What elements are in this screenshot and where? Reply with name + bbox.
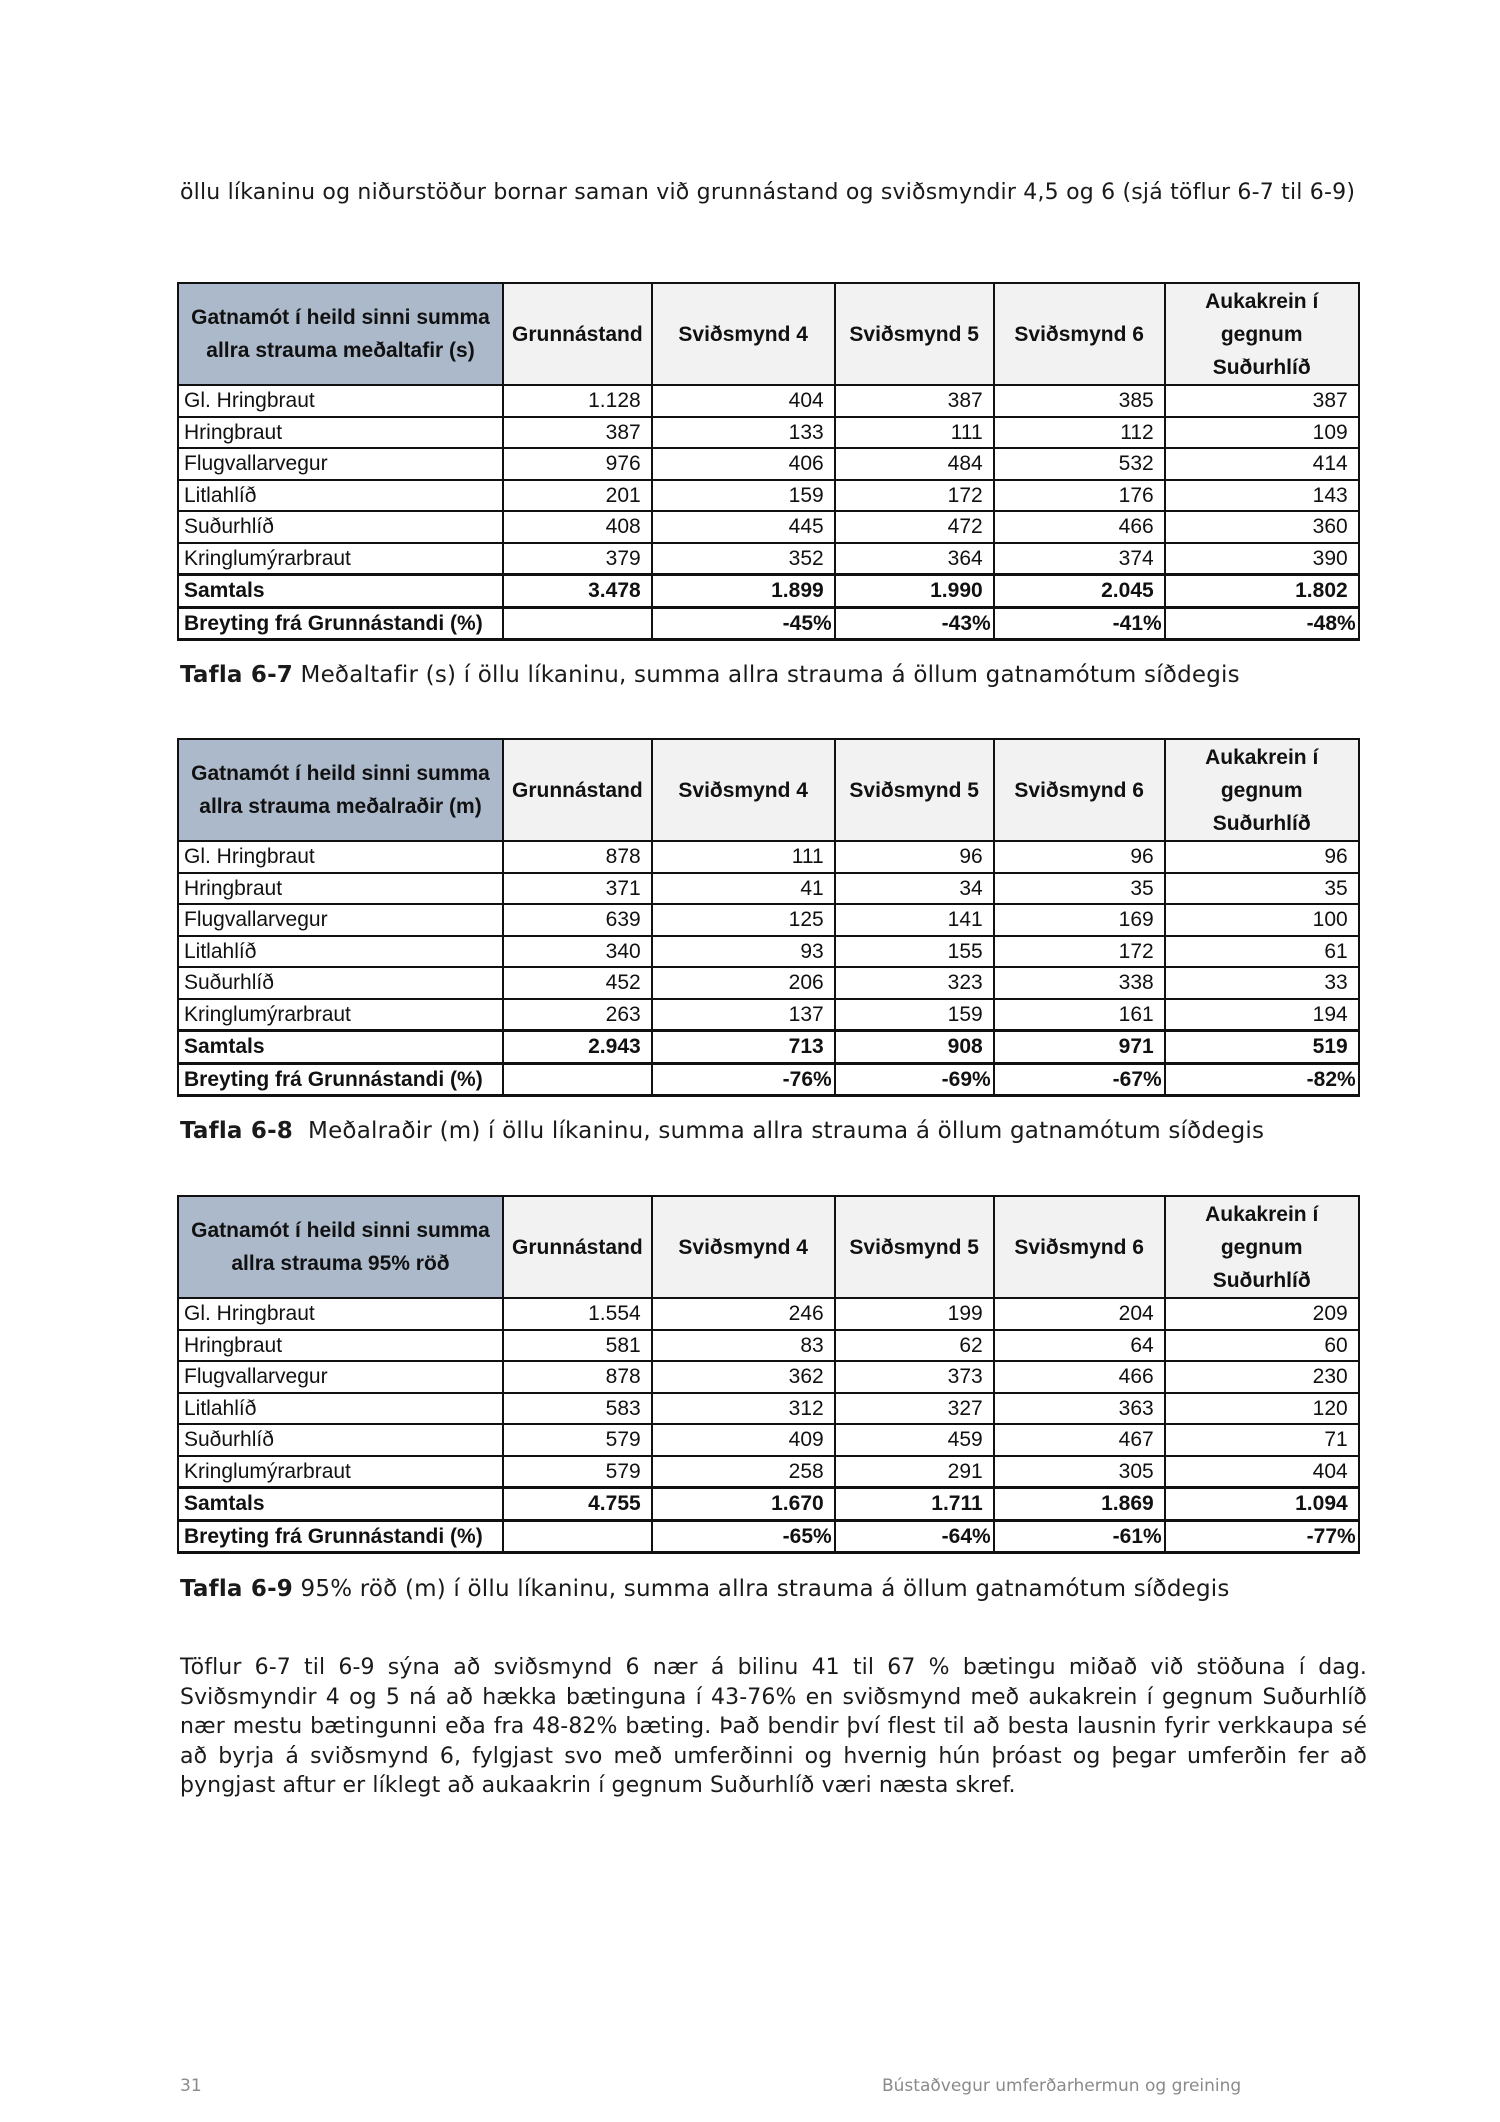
table-header-row xyxy=(178,739,1359,841)
cell: 1.869 xyxy=(994,1488,1165,1521)
cell xyxy=(503,1063,652,1096)
table-row xyxy=(178,1361,1359,1393)
intro-text: öllu líkaninu og niðurstöður bornar saman við grunnástand og sviðsmyndir 4,5 og 6 (sjá töflur 6-7 til 6-9) xyxy=(180,180,1356,205)
cell: 387 xyxy=(503,417,652,449)
cell: 61 xyxy=(1165,936,1359,968)
cell: 109 xyxy=(1165,417,1359,449)
cell: 371 xyxy=(503,873,652,905)
table-row xyxy=(178,1393,1359,1425)
cell: 133 xyxy=(652,417,835,449)
cell: 100 xyxy=(1165,904,1359,936)
cell: 581 xyxy=(503,1330,652,1362)
cell: 878 xyxy=(503,841,652,873)
change-row xyxy=(178,1520,1359,1553)
cell: 143 xyxy=(1165,480,1359,512)
column-header: Aukakrein í gegnum Suðurhlíð xyxy=(1165,1196,1359,1298)
cell: 352 xyxy=(652,543,835,575)
cell: -48% xyxy=(1165,607,1359,640)
table-row xyxy=(178,873,1359,905)
cell: 246 xyxy=(652,1298,835,1330)
cell: 387 xyxy=(1165,385,1359,417)
table-row xyxy=(178,385,1359,417)
corner-header: Gatnamót í heild sinni summa allra strauma meðaltafir (s) xyxy=(178,283,503,385)
column-header: Sviðsmynd 5 xyxy=(835,739,994,841)
cell: 111 xyxy=(835,417,994,449)
row-label: Kringlumýrarbraut xyxy=(178,1456,503,1488)
table-row xyxy=(178,841,1359,873)
cell: 161 xyxy=(994,999,1165,1031)
column-header: Sviðsmynd 4 xyxy=(652,1196,835,1298)
cell: 112 xyxy=(994,417,1165,449)
total-row xyxy=(178,1488,1359,1521)
cell: 360 xyxy=(1165,511,1359,543)
table-row xyxy=(178,448,1359,480)
cell: 93 xyxy=(652,936,835,968)
cell: 445 xyxy=(652,511,835,543)
cell: 404 xyxy=(1165,1456,1359,1488)
cell: 379 xyxy=(503,543,652,575)
table-6-7 xyxy=(177,282,1360,641)
caption-label: Tafla 6-9 xyxy=(180,1576,294,1602)
row-label: Suðurhlíð xyxy=(178,967,503,999)
cell xyxy=(503,1520,652,1553)
table-row xyxy=(178,967,1359,999)
cell: 363 xyxy=(994,1393,1165,1425)
cell: 374 xyxy=(994,543,1165,575)
table-row xyxy=(178,999,1359,1031)
cell: 172 xyxy=(994,936,1165,968)
row-label: Gl. Hringbraut xyxy=(178,841,503,873)
row-label: Suðurhlíð xyxy=(178,1424,503,1456)
column-header: Sviðsmynd 6 xyxy=(994,739,1165,841)
cell: 387 xyxy=(835,385,994,417)
cell: 64 xyxy=(994,1330,1165,1362)
cell: -82% xyxy=(1165,1063,1359,1096)
row-label: Suðurhlíð xyxy=(178,511,503,543)
cell: -65% xyxy=(652,1520,835,1553)
corner-header: Gatnamót í heild sinni summa allra strauma 95% röð xyxy=(178,1196,503,1298)
table-row xyxy=(178,511,1359,543)
cell: -76% xyxy=(652,1063,835,1096)
cell: 1.990 xyxy=(835,575,994,608)
cell: 96 xyxy=(994,841,1165,873)
cell: 390 xyxy=(1165,543,1359,575)
cell: 206 xyxy=(652,967,835,999)
cell: 263 xyxy=(503,999,652,1031)
table-6-8 xyxy=(177,738,1360,1097)
cell: 1.670 xyxy=(652,1488,835,1521)
cell: 3.478 xyxy=(503,575,652,608)
cell: 373 xyxy=(835,1361,994,1393)
cell: 404 xyxy=(652,385,835,417)
cell: 878 xyxy=(503,1361,652,1393)
column-header: Grunnástand xyxy=(503,283,652,385)
cell: 406 xyxy=(652,448,835,480)
cell: 583 xyxy=(503,1393,652,1425)
table-row xyxy=(178,417,1359,449)
cell: 1.554 xyxy=(503,1298,652,1330)
cell: -69% xyxy=(835,1063,994,1096)
cell: 1.128 xyxy=(503,385,652,417)
cell: 459 xyxy=(835,1424,994,1456)
table-caption xyxy=(180,660,1240,690)
caption-text: Meðalraðir (m) í öllu líkaninu, summa allra strauma á öllum gatnamótum síðdegis xyxy=(293,1118,1265,1144)
cell: 291 xyxy=(835,1456,994,1488)
cell: 408 xyxy=(503,511,652,543)
cell: 71 xyxy=(1165,1424,1359,1456)
table-header-row xyxy=(178,283,1359,385)
cell: 908 xyxy=(835,1031,994,1064)
cell: -43% xyxy=(835,607,994,640)
table-caption xyxy=(180,1574,1230,1604)
cell: 466 xyxy=(994,511,1165,543)
row-label: Breyting frá Grunnástandi (%) xyxy=(178,607,503,640)
row-label: Samtals xyxy=(178,1031,503,1064)
table-row xyxy=(178,1298,1359,1330)
cell: 201 xyxy=(503,480,652,512)
cell: 209 xyxy=(1165,1298,1359,1330)
cell: 35 xyxy=(1165,873,1359,905)
cell: -41% xyxy=(994,607,1165,640)
cell: 713 xyxy=(652,1031,835,1064)
cell: 971 xyxy=(994,1031,1165,1064)
row-label: Hringbraut xyxy=(178,1330,503,1362)
cell: 141 xyxy=(835,904,994,936)
cell: 305 xyxy=(994,1456,1165,1488)
table-caption xyxy=(180,1116,1264,1146)
row-label: Litlahlíð xyxy=(178,936,503,968)
cell: 639 xyxy=(503,904,652,936)
cell: 176 xyxy=(994,480,1165,512)
cell: 484 xyxy=(835,448,994,480)
cell: 230 xyxy=(1165,1361,1359,1393)
cell: 4.755 xyxy=(503,1488,652,1521)
cell: 258 xyxy=(652,1456,835,1488)
cell: 466 xyxy=(994,1361,1165,1393)
table-row xyxy=(178,904,1359,936)
column-header: Grunnástand xyxy=(503,739,652,841)
cell xyxy=(503,607,652,640)
row-label: Gl. Hringbraut xyxy=(178,1298,503,1330)
cell: 362 xyxy=(652,1361,835,1393)
cell: 1.711 xyxy=(835,1488,994,1521)
table-row xyxy=(178,936,1359,968)
cell: 159 xyxy=(835,999,994,1031)
cell: -77% xyxy=(1165,1520,1359,1553)
cell: -64% xyxy=(835,1520,994,1553)
cell: 976 xyxy=(503,448,652,480)
row-label: Flugvallarvegur xyxy=(178,1361,503,1393)
cell: 60 xyxy=(1165,1330,1359,1362)
cell: 96 xyxy=(835,841,994,873)
total-row xyxy=(178,1031,1359,1064)
cell: 194 xyxy=(1165,999,1359,1031)
cell: 452 xyxy=(503,967,652,999)
cell: 1.899 xyxy=(652,575,835,608)
cell: 338 xyxy=(994,967,1165,999)
body-paragraph: Töflur 6-7 til 6-9 sýna að sviðsmynd 6 nær á bilinu 41 til 67 % bætingu miðað við stöðuna í dag. Sviðsmyndir 4 og 5 ná að hækka bætinguna í 43-76% en sviðsmynd með aukakrein í gegnum Suðurhlíð nær mestu bætingunni eða fra 48-82% bæting. Það bendir því flest til að besta lausnin fyrir verkkaupa sé að byrja á sviðsmynd 6, fylgjast svo með umferðinni og hvernig hún þróast og þegar umferðin fer að þyngjast aftur er líklegt að aukaakrin í gegnum Suðurhlíð væri næsta skref. xyxy=(180,1655,1367,1798)
cell: 199 xyxy=(835,1298,994,1330)
cell: 312 xyxy=(652,1393,835,1425)
column-header: Grunnástand xyxy=(503,1196,652,1298)
cell: 41 xyxy=(652,873,835,905)
row-label: Flugvallarvegur xyxy=(178,904,503,936)
cell: 34 xyxy=(835,873,994,905)
cell: 169 xyxy=(994,904,1165,936)
cell: 1.094 xyxy=(1165,1488,1359,1521)
cell: 35 xyxy=(994,873,1165,905)
row-label: Hringbraut xyxy=(178,417,503,449)
row-label: Flugvallarvegur xyxy=(178,448,503,480)
corner-header: Gatnamót í heild sinni summa allra strauma meðalraðir (m) xyxy=(178,739,503,841)
table-row xyxy=(178,480,1359,512)
caption-label: Tafla 6-8 xyxy=(180,1118,294,1144)
caption-text: Meðaltafir (s) í öllu líkaninu, summa allra strauma á öllum gatnamótum síðdegis xyxy=(293,662,1240,688)
change-row xyxy=(178,607,1359,640)
cell: -61% xyxy=(994,1520,1165,1553)
row-label: Kringlumýrarbraut xyxy=(178,543,503,575)
cell: 111 xyxy=(652,841,835,873)
caption-label: Tafla 6-7 xyxy=(180,662,294,688)
cell: 467 xyxy=(994,1424,1165,1456)
cell: 414 xyxy=(1165,448,1359,480)
table-row xyxy=(178,1456,1359,1488)
row-label: Litlahlíð xyxy=(178,1393,503,1425)
cell: 137 xyxy=(652,999,835,1031)
change-row xyxy=(178,1063,1359,1096)
cell: 323 xyxy=(835,967,994,999)
cell: 33 xyxy=(1165,967,1359,999)
column-header: Sviðsmynd 4 xyxy=(652,739,835,841)
cell: 62 xyxy=(835,1330,994,1362)
caption-text: 95% röð (m) í öllu líkaninu, summa allra strauma á öllum gatnamótum síðdegis xyxy=(293,1576,1230,1602)
cell: 96 xyxy=(1165,841,1359,873)
cell: -67% xyxy=(994,1063,1165,1096)
cell: 155 xyxy=(835,936,994,968)
cell: 472 xyxy=(835,511,994,543)
cell: 125 xyxy=(652,904,835,936)
column-header: Aukakrein í gegnum Suðurhlíð xyxy=(1165,739,1359,841)
column-header: Sviðsmynd 5 xyxy=(835,1196,994,1298)
cell: 83 xyxy=(652,1330,835,1362)
cell: 364 xyxy=(835,543,994,575)
document-title: Bústaðvegur umferðarhermun og greining xyxy=(882,2076,1242,2096)
cell: 340 xyxy=(503,936,652,968)
column-header: Sviðsmynd 5 xyxy=(835,283,994,385)
page-number: 31 xyxy=(180,2076,202,2096)
row-label: Gl. Hringbraut xyxy=(178,385,503,417)
cell: 1.802 xyxy=(1165,575,1359,608)
total-row xyxy=(178,575,1359,608)
cell: 159 xyxy=(652,480,835,512)
row-label: Samtals xyxy=(178,575,503,608)
row-label: Kringlumýrarbraut xyxy=(178,999,503,1031)
cell: 385 xyxy=(994,385,1165,417)
cell: 2.045 xyxy=(994,575,1165,608)
cell: 579 xyxy=(503,1424,652,1456)
table-row xyxy=(178,1424,1359,1456)
row-label: Hringbraut xyxy=(178,873,503,905)
cell: 409 xyxy=(652,1424,835,1456)
table-header-row xyxy=(178,1196,1359,1298)
cell: 327 xyxy=(835,1393,994,1425)
row-label: Breyting frá Grunnástandi (%) xyxy=(178,1520,503,1553)
row-label: Litlahlíð xyxy=(178,480,503,512)
row-label: Breyting frá Grunnástandi (%) xyxy=(178,1063,503,1096)
column-header: Aukakrein í gegnum Suðurhlíð xyxy=(1165,283,1359,385)
cell: 172 xyxy=(835,480,994,512)
cell: -45% xyxy=(652,607,835,640)
column-header: Sviðsmynd 4 xyxy=(652,283,835,385)
cell: 2.943 xyxy=(503,1031,652,1064)
row-label: Samtals xyxy=(178,1488,503,1521)
table-row xyxy=(178,1330,1359,1362)
table-6-9 xyxy=(177,1195,1360,1554)
cell: 204 xyxy=(994,1298,1165,1330)
cell: 579 xyxy=(503,1456,652,1488)
cell: 532 xyxy=(994,448,1165,480)
column-header: Sviðsmynd 6 xyxy=(994,1196,1165,1298)
cell: 519 xyxy=(1165,1031,1359,1064)
column-header: Sviðsmynd 6 xyxy=(994,283,1165,385)
cell: 120 xyxy=(1165,1393,1359,1425)
table-row xyxy=(178,543,1359,575)
